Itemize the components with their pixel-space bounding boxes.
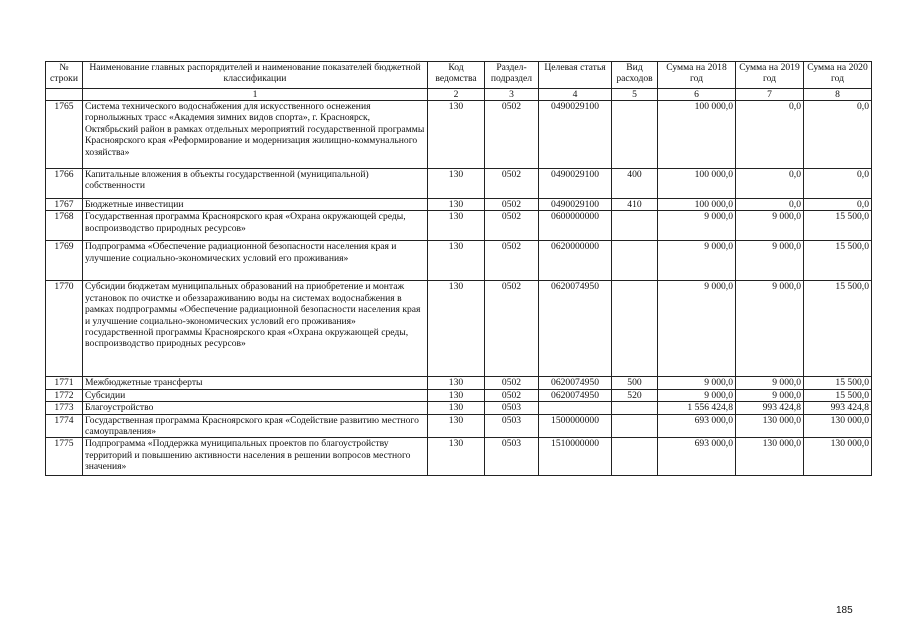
- sum-2018-cell: 9 000,0: [658, 377, 736, 389]
- target-article-cell: 0600000000: [539, 211, 612, 241]
- dept-code-cell: 130: [428, 389, 485, 401]
- name-cell: Подпрограмма «Обеспечение радиационной безопасности населения края и улучшение социально-экономических условий его проживания»: [83, 241, 428, 281]
- table-row: [46, 377, 872, 389]
- dept-code-cell: 130: [428, 101, 485, 169]
- section-cell: 0502: [485, 199, 539, 211]
- expense-type-cell: 400: [612, 169, 658, 199]
- row-number-cell: 1769: [46, 241, 83, 281]
- dept-code-cell: 130: [428, 377, 485, 389]
- sum-2018-cell: 9 000,0: [658, 241, 736, 281]
- sum-2018-cell: 9 000,0: [658, 211, 736, 241]
- row-number-cell: 1767: [46, 199, 83, 211]
- sum-2018-cell: 100 000,0: [658, 199, 736, 211]
- sum-2020-cell: 15 500,0: [804, 211, 872, 241]
- expense-type-cell: [612, 402, 658, 414]
- target-article-cell: [539, 402, 612, 414]
- row-number-cell: 1766: [46, 169, 83, 199]
- sum-2018-cell: 100 000,0: [658, 169, 736, 199]
- name-cell: Межбюджетные трансферты: [83, 377, 428, 389]
- target-article-cell: 0490029100: [539, 169, 612, 199]
- dept-code-cell: 130: [428, 414, 485, 438]
- sum-2020-cell: 130 000,0: [804, 438, 872, 476]
- sum-2019-cell: 0,0: [736, 199, 804, 211]
- sum-2020-cell: 0,0: [804, 199, 872, 211]
- column-number-cell: 7: [736, 89, 804, 101]
- expense-type-cell: [612, 241, 658, 281]
- header-row: [46, 62, 872, 89]
- column-number-cell: 4: [539, 89, 612, 101]
- row-number-cell: 1771: [46, 377, 83, 389]
- dept-code-cell: 130: [428, 438, 485, 476]
- dept-code-cell: 130: [428, 199, 485, 211]
- sum-2019-header: Сумма на 2019 год: [736, 62, 804, 89]
- row-number-cell: 1772: [46, 389, 83, 401]
- column-number-cell: 8: [804, 89, 872, 101]
- section-cell: 0502: [485, 211, 539, 241]
- name-cell: Подпрограмма «Поддержка муниципальных проектов по благоустройству территорий и повышению активности населения в решении вопросов местного значения»: [83, 438, 428, 476]
- column-number-cell: 3: [485, 89, 539, 101]
- name-cell: Государственная программа Красноярского края «Содействие развитию местного самоуправления»: [83, 414, 428, 438]
- sum-2018-cell: 693 000,0: [658, 414, 736, 438]
- sum-2020-header: Сумма на 2020 год: [804, 62, 872, 89]
- name-cell: Система технического водоснабжения для искусственного оснежения горнолыжных трасс «Академия зимних видов спорта», г. Красноярск, Октябрьский район в рамках отдельных мероприятий государственной программы Красноярского края «Реформирование и модернизация жилищно-коммунального хозяйства»: [83, 101, 428, 169]
- section-header: Раздел-подраздел: [485, 62, 539, 89]
- target-article-cell: 0490029100: [539, 199, 612, 211]
- expense-type-cell: [612, 438, 658, 476]
- row-number-cell: 1768: [46, 211, 83, 241]
- sum-2020-cell: 993 424,8: [804, 402, 872, 414]
- section-cell: 0502: [485, 389, 539, 401]
- section-cell: 0502: [485, 377, 539, 389]
- sum-2019-cell: 9 000,0: [736, 377, 804, 389]
- table-row: [46, 281, 872, 377]
- section-cell: 0502: [485, 169, 539, 199]
- sum-2018-cell: 100 000,0: [658, 101, 736, 169]
- table-row: [46, 101, 872, 169]
- row-number-cell: 1775: [46, 438, 83, 476]
- sum-2020-cell: 15 500,0: [804, 389, 872, 401]
- sum-2019-cell: 9 000,0: [736, 389, 804, 401]
- sum-2019-cell: 9 000,0: [736, 241, 804, 281]
- dept-code-cell: 130: [428, 211, 485, 241]
- table-row: [46, 241, 872, 281]
- expense-type-cell: 410: [612, 199, 658, 211]
- expense-type-header: Вид расходов: [612, 62, 658, 89]
- name-cell: Субсидии: [83, 389, 428, 401]
- sum-2020-cell: 15 500,0: [804, 241, 872, 281]
- row-number-header: № строки: [46, 62, 83, 89]
- table-row: [46, 211, 872, 241]
- name-cell: Субсидии бюджетам муниципальных образований на приобретение и монтаж установок по очистке и обеззараживанию воды на системах водоснабжения в рамках подпрограммы «Обеспечение радиационной безопасности населения края и улучшение социально-экономических условий его проживания» государственной программы Красноярского края «Охрана окружающей среды, воспроизводство природных ресурсов»: [83, 281, 428, 377]
- name-cell: Благоустройство: [83, 402, 428, 414]
- table-row: [46, 438, 872, 476]
- column-number-cell: 1: [83, 89, 428, 101]
- sum-2018-cell: 1 556 424,8: [658, 402, 736, 414]
- dept-code-cell: 130: [428, 241, 485, 281]
- expense-type-cell: [612, 414, 658, 438]
- section-cell: 0503: [485, 438, 539, 476]
- page-number: 185: [836, 605, 853, 616]
- expense-type-cell: [612, 101, 658, 169]
- name-cell: Капитальные вложения в объекты государственной (муниципальной) собственности: [83, 169, 428, 199]
- budget-table: [45, 61, 872, 476]
- sum-2019-cell: 0,0: [736, 101, 804, 169]
- dept-code-header: Код ведомства: [428, 62, 485, 89]
- expense-type-cell: 500: [612, 377, 658, 389]
- sum-2019-cell: 0,0: [736, 169, 804, 199]
- name-header: Наименование главных распорядителей и наименование показателей бюджетной классификации: [83, 62, 428, 89]
- sum-2019-cell: 993 424,8: [736, 402, 804, 414]
- target-article-header: Целевая статья: [539, 62, 612, 89]
- dept-code-cell: 130: [428, 281, 485, 377]
- column-number-cell: 2: [428, 89, 485, 101]
- column-number-cell: 6: [658, 89, 736, 101]
- sum-2019-cell: 9 000,0: [736, 211, 804, 241]
- section-cell: 0503: [485, 402, 539, 414]
- table-body: [46, 101, 872, 476]
- target-article-cell: 1500000000: [539, 414, 612, 438]
- sum-2020-cell: 15 500,0: [804, 377, 872, 389]
- column-number-row: [46, 89, 872, 101]
- sum-2019-cell: 9 000,0: [736, 281, 804, 377]
- column-number-cell: 5: [612, 89, 658, 101]
- column-number-cell: [46, 89, 83, 101]
- row-number-cell: 1765: [46, 101, 83, 169]
- name-cell: Бюджетные инвестиции: [83, 199, 428, 211]
- sum-2020-cell: 0,0: [804, 169, 872, 199]
- dept-code-cell: 130: [428, 169, 485, 199]
- target-article-cell: 0620074950: [539, 389, 612, 401]
- sum-2018-header: Сумма на 2018 год: [658, 62, 736, 89]
- table-row: [46, 389, 872, 401]
- sum-2018-cell: 9 000,0: [658, 281, 736, 377]
- target-article-cell: 0620000000: [539, 241, 612, 281]
- name-cell: Государственная программа Красноярского края «Охрана окружающей среды, воспроизводство природных ресурсов»: [83, 211, 428, 241]
- expense-type-cell: 520: [612, 389, 658, 401]
- target-article-cell: 0620074950: [539, 281, 612, 377]
- row-number-cell: 1770: [46, 281, 83, 377]
- section-cell: 0502: [485, 281, 539, 377]
- row-number-cell: 1773: [46, 402, 83, 414]
- expense-type-cell: [612, 211, 658, 241]
- target-article-cell: 0490029100: [539, 101, 612, 169]
- sum-2020-cell: 15 500,0: [804, 281, 872, 377]
- sum-2018-cell: 693 000,0: [658, 438, 736, 476]
- sum-2020-cell: 0,0: [804, 101, 872, 169]
- target-article-cell: 1510000000: [539, 438, 612, 476]
- sum-2019-cell: 130 000,0: [736, 438, 804, 476]
- expense-type-cell: [612, 281, 658, 377]
- sum-2018-cell: 9 000,0: [658, 389, 736, 401]
- table-row: [46, 414, 872, 438]
- section-cell: 0502: [485, 101, 539, 169]
- sum-2020-cell: 130 000,0: [804, 414, 872, 438]
- sum-2019-cell: 130 000,0: [736, 414, 804, 438]
- dept-code-cell: 130: [428, 402, 485, 414]
- table-row: [46, 169, 872, 199]
- section-cell: 0503: [485, 414, 539, 438]
- target-article-cell: 0620074950: [539, 377, 612, 389]
- row-number-cell: 1774: [46, 414, 83, 438]
- section-cell: 0502: [485, 241, 539, 281]
- table-row: [46, 199, 872, 211]
- table-row: [46, 402, 872, 414]
